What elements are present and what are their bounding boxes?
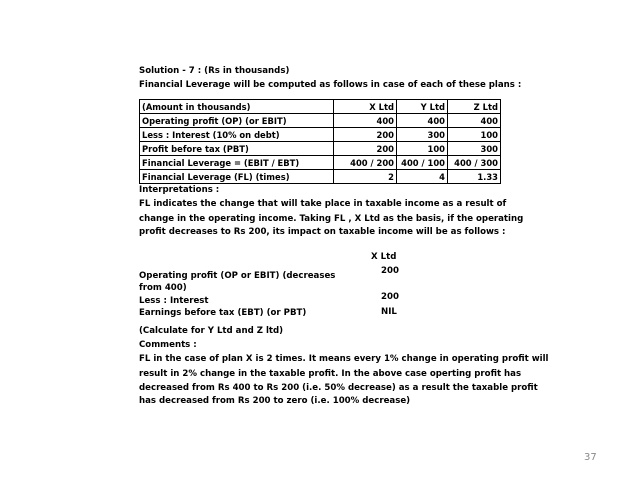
interpretations-title: Interpretations :: [139, 185, 220, 195]
interpretations-line: change in the operating income. Taking FL , X Ltd as the basis, if the operating: [139, 214, 524, 224]
solution-heading: Solution - 7 : (Rs in thousands): [139, 66, 290, 76]
cell-y: 400 / 100: [397, 156, 448, 170]
example-column-header: X Ltd: [371, 252, 397, 262]
header-amount: (Amount in thousands): [140, 100, 334, 114]
table-row: [140, 170, 501, 184]
cell-x: 400: [334, 114, 397, 128]
example-op-value: 200: [381, 266, 399, 276]
example-less-value: 200: [381, 292, 399, 302]
cell-x: 400 / 200: [334, 156, 397, 170]
header-x-ltd: X Ltd: [334, 100, 397, 114]
example-op-label-cont: from 400): [139, 283, 187, 293]
cell-z: 300: [448, 142, 501, 156]
comments-title: Comments :: [139, 340, 197, 350]
header-y-ltd: Y Ltd: [397, 100, 448, 114]
intro-text: Financial Leverage will be computed as follows in case of each of these plans :: [139, 80, 522, 90]
cell-x: 200: [334, 142, 397, 156]
comments-line: result in 2% change in the taxable profit. In the above case operting profit has: [139, 369, 522, 379]
cell-y: 4: [397, 170, 448, 184]
cell-y: 400: [397, 114, 448, 128]
interpretations-line: FL indicates the change that will take place in taxable income as a result of: [139, 199, 507, 209]
comments-line: FL in the case of plan X is 2 times. It means every 1% change in operating profit will: [139, 354, 549, 364]
leverage-table: [139, 99, 501, 184]
cell-z: 1.33: [448, 170, 501, 184]
comments-line: has decreased from Rs 200 to zero (i.e. 100% decrease): [139, 396, 411, 406]
table-row: [140, 156, 501, 170]
comments-line: decreased from Rs 400 to Rs 200 (i.e. 50% decrease) as a result the taxable profit: [139, 383, 538, 393]
example-less-label: Less : Interest: [139, 296, 209, 306]
cell-z: 100: [448, 128, 501, 142]
example-ebt-value: NIL: [381, 307, 397, 317]
table-header-row: [140, 100, 501, 114]
cell-z: 400 / 300: [448, 156, 501, 170]
row-label: Profit before tax (PBT): [140, 142, 334, 156]
row-label: Financial Leverage (FL) (times): [140, 170, 334, 184]
cell-x: 2: [334, 170, 397, 184]
calc-note: (Calculate for Y Ltd and Z ltd): [139, 326, 284, 336]
row-label: Operating profit (OP) (or EBIT): [140, 114, 334, 128]
cell-y: 100: [397, 142, 448, 156]
cell-x: 200: [334, 128, 397, 142]
cell-y: 300: [397, 128, 448, 142]
cell-z: 400: [448, 114, 501, 128]
example-ebt-label: Earnings before tax (EBT) (or PBT): [139, 308, 307, 318]
interpretations-line: profit decreases to Rs 200, its impact on taxable income will be as follows :: [139, 227, 506, 237]
table-row: [140, 114, 501, 128]
table-row: [140, 128, 501, 142]
header-z-ltd: Z Ltd: [448, 100, 501, 114]
page-number: 37: [584, 452, 597, 463]
table-row: [140, 142, 501, 156]
row-label: Less : Interest (10% on debt): [140, 128, 334, 142]
row-label: Financial Leverage = (EBIT / EBT): [140, 156, 334, 170]
example-op-label: Operating profit (OP or EBIT) (decreases: [139, 271, 336, 281]
